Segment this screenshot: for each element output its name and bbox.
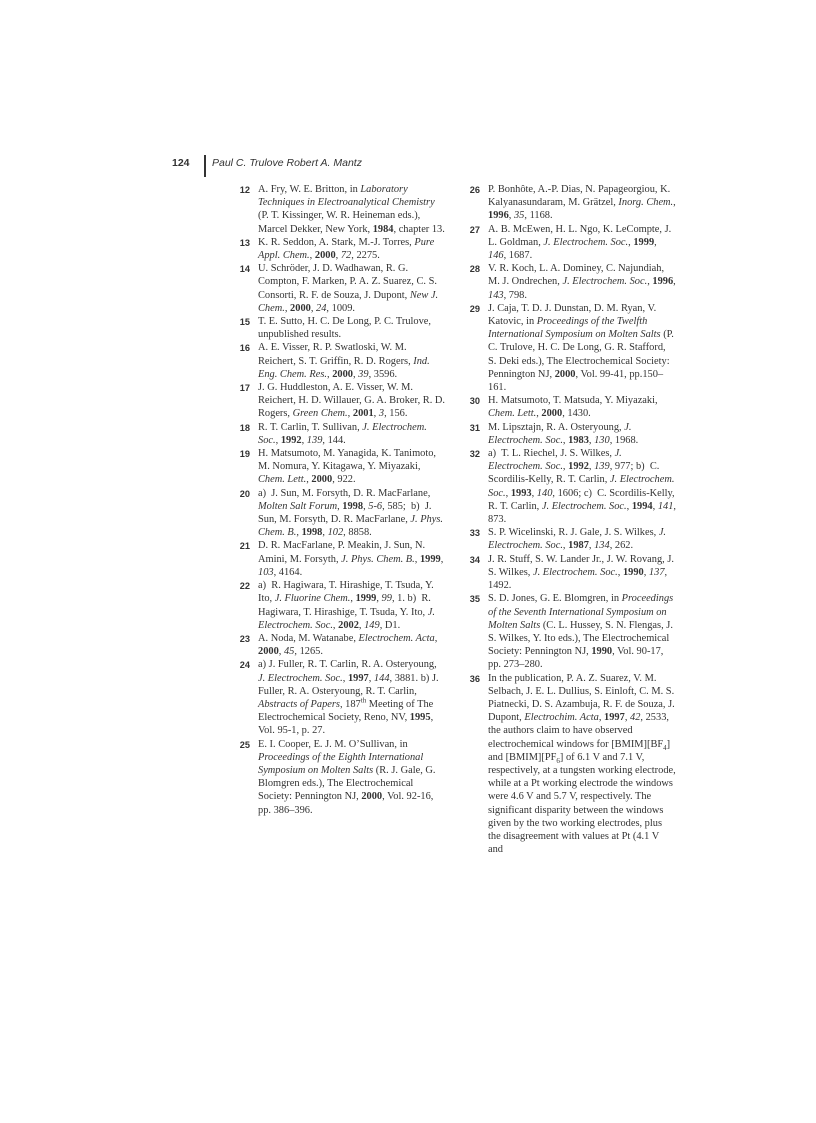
reference-number: 14 <box>239 264 250 275</box>
reference-text: J. G. Huddleston, A. E. Visser, W. M. Reichert, H. D. Willauer, G. A. Broker, R. D. Rogers, Green Chem., 2001, 3, 156. <box>258 382 445 420</box>
reference-entry <box>232 579 446 632</box>
reference-number: 36 <box>469 673 480 684</box>
reference-text: S. P. Wicelinski, R. J. Gale, J. S. Wilkes, J. Electrochem. Soc., 1987, 134, 262. <box>488 527 667 552</box>
reference-entry <box>462 553 676 593</box>
reference-number: 25 <box>239 739 250 750</box>
reference-text: A. Noda, M. Watanabe, Electrochem. Acta, 2000, 45, 1265. <box>258 632 438 658</box>
reference-number: 27 <box>469 224 480 235</box>
reference-text: a) J. Fuller, R. T. Carlin, R. A. Osteryoung, J. Electrochem. Soc., 1997, 144, 3881. b) J. Fuller, R. A. Osteryoung, R. T. Carlin, Abstracts of Papers, 187th Meeting of The Electrochemical Society, Reno, NV, 1995, Vol. 95-1, p. 27. <box>258 659 439 737</box>
reference-number: 32 <box>469 449 480 460</box>
reference-text: A. Fry, W. E. Britton, in Laboratory Techniques in Electroanalytical Chemistry (P. T. Kissinger, W. R. Heineman eds.), Marcel Dekker, New York, 1984, chapter 13. <box>258 184 445 235</box>
reference-entry <box>462 421 676 447</box>
reference-entry <box>232 421 446 447</box>
reference-number: 12 <box>239 185 250 195</box>
reference-number: 34 <box>469 554 480 565</box>
reference-number: 20 <box>239 488 250 499</box>
reference-text: D. R. MacFarlane, P. Meakin, J. Sun, N. Amini, M. Forsyth, J. Phys. Chem. B., 1999, 103, 4164. <box>258 540 444 578</box>
reference-text: U. Schröder, J. D. Wadhawan, R. G. Compton, F. Marken, P. A. Z. Suarez, C. S. Consorti, R. F. de Souza, J. Dupont, New J. Chem., 2000, 24, 1009. <box>258 263 439 314</box>
reference-text: a) R. Hagiwara, T. Hirashige, T. Tsuda, Y. Ito, J. Fluorine Chem., 1999, 99, 1. b) R. Hagiwara, T. Hirashige, T. Tsuda, Y. Ito, J. Electrochem. Soc., 2002, 149, D1. <box>258 580 435 631</box>
page-header <box>172 155 472 177</box>
reference-entry <box>232 539 446 579</box>
reference-entry <box>462 447 676 526</box>
reference-number: 18 <box>239 422 250 433</box>
reference-entry <box>232 632 446 658</box>
reference-entry <box>232 381 446 421</box>
reference-number: 30 <box>469 396 480 407</box>
reference-entry <box>232 341 446 381</box>
reference-entry <box>232 236 446 262</box>
reference-number: 16 <box>239 343 250 354</box>
reference-entry <box>232 447 446 487</box>
reference-text: M. Lipsztajn, R. A. Osteryoung, J. Electrochem. Soc., 1983, 130, 1968. <box>488 421 639 446</box>
reference-number: 31 <box>469 422 480 433</box>
page-number: 124 <box>172 157 190 169</box>
reference-column-left <box>232 183 446 817</box>
reference-number: 17 <box>239 383 250 394</box>
reference-text: H. Matsumoto, M. Yanagida, K. Tanimoto, M. Nomura, Y. Kitagawa, Y. Miyazaki, Chem. Lett., 2000, 922. <box>258 448 437 486</box>
reference-text: A. B. McEwen, H. L. Ngo, K. LeCompte, J. L. Goldman, J. Electrochem. Soc., 1999, 146, 1687. <box>488 223 672 262</box>
reference-text: S. D. Jones, G. E. Blomgren, in Proceedings of the Seventh International Symposium on Molten Salts (C. L. Hussey, S. N. Flengas, J. S. Wilkes, Y. Ito eds.), The Electrochemical Society: Pennington NJ, 1990, Vol. 90-17, pp. 273–280. <box>488 593 674 671</box>
reference-entry <box>462 394 676 420</box>
reference-number: 13 <box>239 237 250 248</box>
reference-number: 23 <box>239 633 250 644</box>
reference-number: 22 <box>239 581 250 592</box>
reference-number: 28 <box>469 264 480 275</box>
running-author: Paul C. Trulove Robert A. Mantz <box>212 157 362 169</box>
reference-number: 15 <box>239 317 250 328</box>
reference-entry <box>232 315 446 341</box>
reference-text: H. Matsumoto, T. Matsuda, Y. Miyazaki, Chem. Lett., 2000, 1430. <box>488 395 658 420</box>
reference-entry <box>462 302 676 394</box>
reference-entry <box>232 262 446 315</box>
reference-text: P. Bonhôte, A.-P. Dias, N. Papageorgiou, K. Kalyanasundaram, M. Grätzel, Inorg. Chem., 1996, 35, 1168. <box>488 184 676 222</box>
reference-entry <box>462 183 676 223</box>
reference-number: 21 <box>239 541 250 552</box>
reference-entry <box>462 526 676 552</box>
reference-entry <box>462 592 676 671</box>
reference-text: E. I. Cooper, E. J. M. O’Sullivan, in Proceedings of the Eighth International Symposium on Molten Salts (R. J. Gale, G. Blomgren eds.), The Electrochemical Society: Pennington NJ, 2000, Vol. 92-16, pp. 386–396. <box>258 738 436 816</box>
reference-text: A. E. Visser, R. P. Swatloski, W. M. Reichert, S. T. Griffin, R. D. Rogers, Ind. Eng. Chem. Res., 2000, 39, 3596. <box>258 342 430 380</box>
reference-entry <box>462 223 676 263</box>
reference-entry <box>232 487 446 540</box>
reference-number: 35 <box>469 594 480 605</box>
reference-column-right <box>462 183 676 856</box>
reference-entry <box>462 672 676 857</box>
reference-entry <box>232 738 446 817</box>
reference-text: T. E. Sutto, H. C. De Long, P. C. Trulove, unpublished results. <box>258 316 432 341</box>
reference-text: V. R. Koch, L. A. Dominey, C. Najundiah, M. J. Ondrechen, J. Electrochem. Soc., 1996, 143, 798. <box>488 263 676 301</box>
reference-number: 19 <box>239 449 250 460</box>
reference-entry <box>232 183 446 236</box>
reference-text: K. R. Seddon, A. Stark, M.-J. Torres, Pure Appl. Chem., 2000, 72, 2275. <box>258 236 435 262</box>
reference-text: J. Caja, T. D. J. Dunstan, D. M. Ryan, V. Katovic, in Proceedings of the Twelfth International Symposium on Molten Salts (P. C. Trulove, H. C. De Long, G. R. Stafford, S. Deki eds.), The Electrochemical Society: Pennington NJ, 2000, Vol. 99-41, pp.150–161. <box>488 302 674 394</box>
reference-text: In the publication, P. A. Z. Suarez, V. M. Selbach, J. E. L. Dullius, S. Einloft, C. M. S. Piatnecki, D. S. Azambuja, R. F. de Souza, J. Dupont, Electrochim. Acta, 1997, 42, 2533, the authors claim to have observed electrochemical windows for $[BMIM][BF_4]$ and $[BMIM][PF_6]$ of 6.1 V and 7.1 V, respectively, at a tungsten working electrode, while at a Pt working electrode the windows were 4.6 V and 5.7 V, respectively. The significant disparity between the windows given by the two working electrodes, plus the disagreement with values at Pt (4.1 V and <box>488 672 676 856</box>
reference-number: 26 <box>469 185 480 195</box>
reference-number: 29 <box>469 303 480 314</box>
header-rule <box>204 155 206 177</box>
reference-number: 33 <box>469 528 480 539</box>
reference-number: 24 <box>239 660 250 671</box>
reference-entry <box>462 262 676 302</box>
reference-entry <box>232 658 446 737</box>
reference-text: a) J. Sun, M. Forsyth, D. R. MacFarlane, Molten Salt Forum, 1998, 5-6, 585; b) J. Sun, M. Forsyth, D. R. MacFarlane, J. Phys. Chem. B., 1998, 102, 8858. <box>258 487 443 539</box>
reference-text: J. R. Stuff, S. W. Lander Jr., J. W. Rovang, J. S. Wilkes, J. Electrochem. Soc., 1990, 137, 1492. <box>488 553 674 592</box>
reference-text: R. T. Carlin, T. Sullivan, J. Electrochem. Soc., 1992, 139, 144. <box>258 421 427 446</box>
reference-text: a) T. L. Riechel, J. S. Wilkes, J. Electrochem. Soc., 1992, 139, 977; b) C. Scordilis-Kelly, R. T. Carlin, J. Electrochem. Soc., 1993, 140, 1606; c) C. Scordilis-Kelly, R. T. Carlin, J. Electrochem. Soc., 1994, 141, 873. <box>488 448 677 526</box>
